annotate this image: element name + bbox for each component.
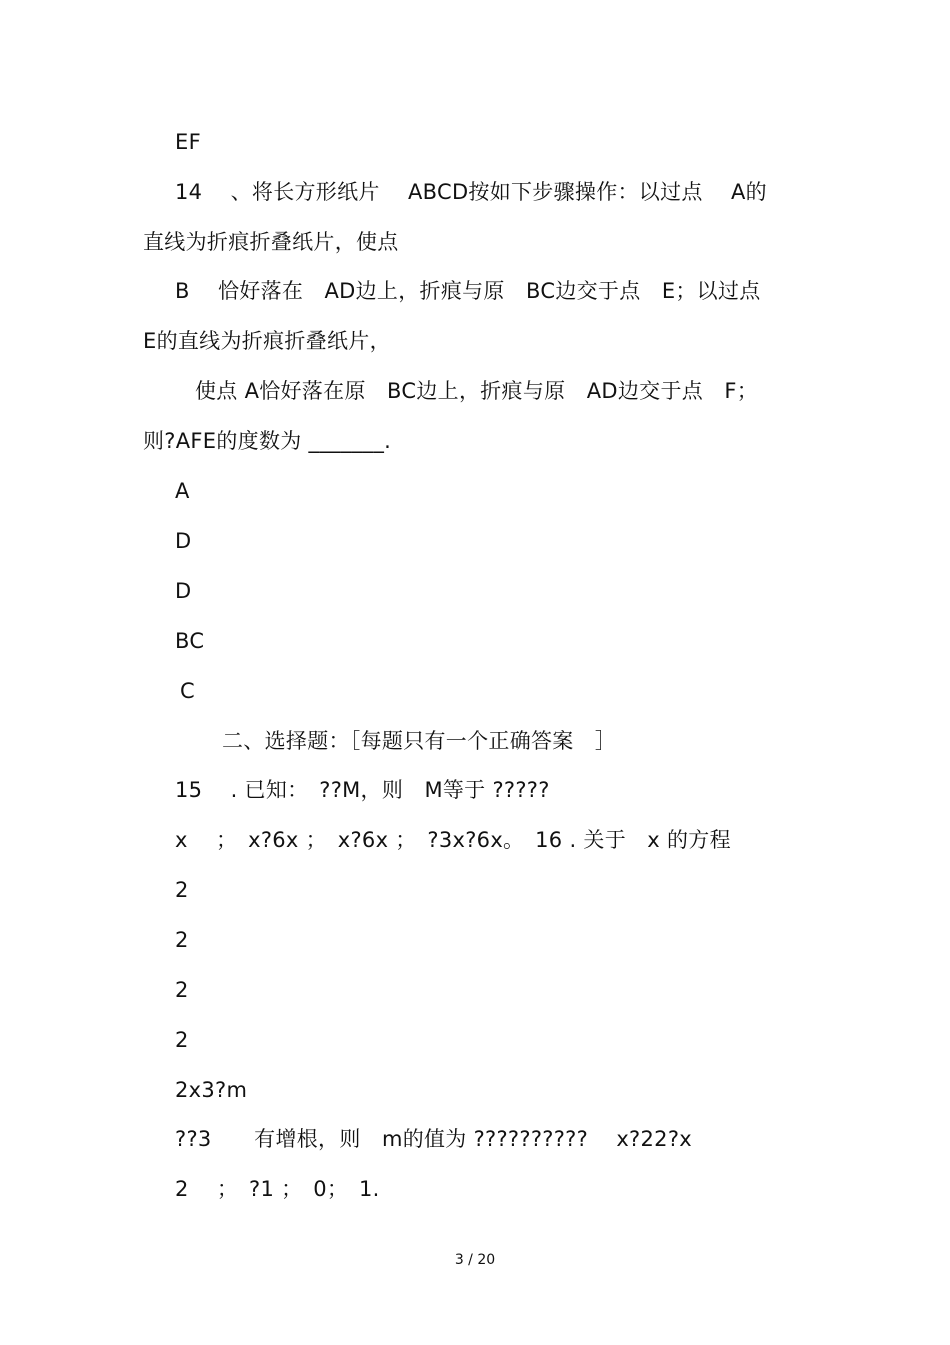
question-15-line-1: 15 . 已知： ??M，则 M等于 ????? [175,778,550,802]
answer-line-c: C [180,679,195,703]
text-line-ef: EF [175,130,201,154]
equation-line: 2x3?m [175,1078,248,1102]
page-number: 3 / 20 [454,1252,496,1268]
answer-line-bc: BC [175,629,205,653]
question-15-line-2: x ； x?6x ； x?6x ； ?3x?6x。 16 . 关于 x 的方程 [175,828,731,852]
question-16-line-1: ??3 有增根，则 m的值为 ?????????? x?22?x [175,1127,692,1151]
superscript-line-1: 2 [175,878,189,902]
question-14-line-1: 14 、将长方形纸片 ABCD按如下步骤操作：以过点 A的 [175,180,767,204]
answer-line-d-2: D [175,579,192,603]
question-14-line-5: 使点 A恰好落在原 BC边上，折痕与原 AD边交于点 F； [195,379,759,403]
superscript-line-3: 2 [175,978,189,1002]
superscript-line-4: 2 [175,1028,189,1052]
question-14-line-2: 直线为折痕折叠纸片，使点 [143,230,399,254]
superscript-line-2: 2 [175,928,189,952]
question-16-options: 2 ； ?1 ； 0； 1. [175,1177,380,1201]
answer-line-a: A [175,479,190,503]
answer-line-d-1: D [175,529,192,553]
question-14-line-3: B 恰好落在 AD边上，折痕与原 BC边交于点 E；以过点 [175,279,761,303]
question-14-line-4: E的直线为折痕折叠纸片， [143,329,391,353]
question-14-line-6: 则?AFE的度数为 _______. [143,429,392,453]
section-heading: 二、选择题：［每题只有一个正确答案 ］ [222,729,617,753]
